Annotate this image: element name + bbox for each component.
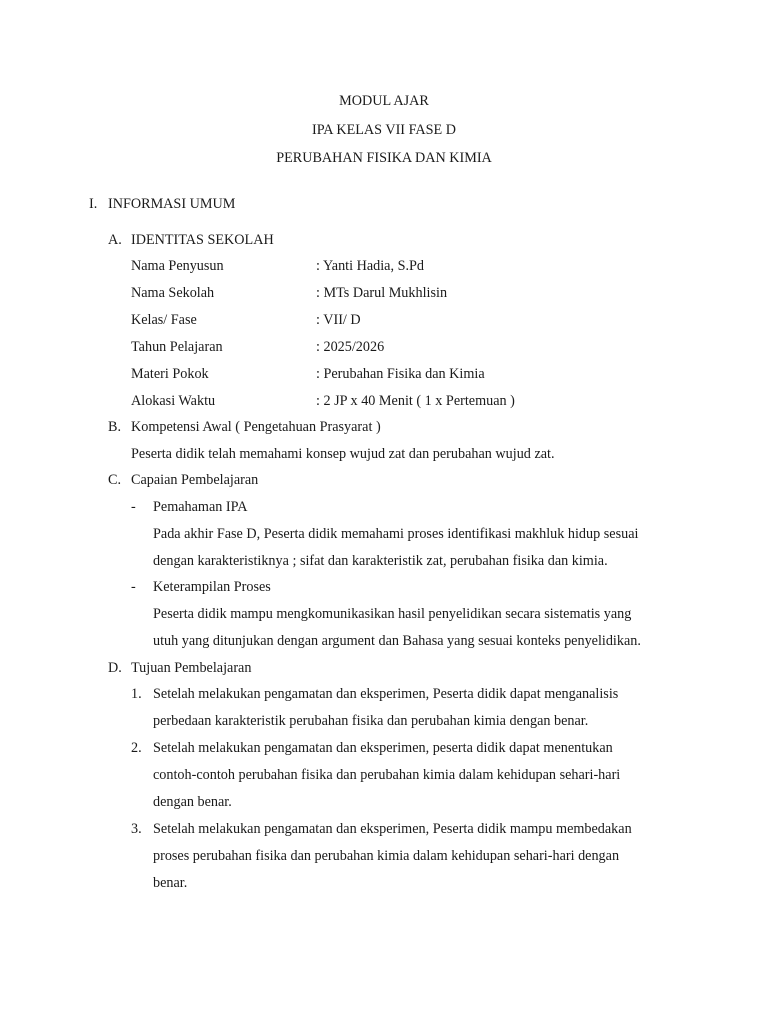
paragraph-line: contoh-contoh perubahan fisika dan perubahan kimia dalam kehidupan sehari-hari — [153, 767, 621, 783]
subsection-heading: Capaian Pembelajaran — [131, 472, 259, 488]
paragraph-line: dengan karakteristiknya ; sifat dan karakteristik zat, perubahan fisika dan kimia. — [153, 553, 608, 569]
paragraph-line: Setelah melakukan pengamatan dan eksperimen, peserta didik dapat menentukan — [153, 740, 613, 756]
paragraph-line: Setelah melakukan pengamatan dan eksperimen, Peserta didik dapat menganalisis — [153, 686, 619, 702]
paragraph-line: Peserta didik telah memahami konsep wujud zat dan perubahan wujud zat. — [131, 446, 555, 462]
identity-label: Nama Penyusun — [131, 258, 224, 274]
subsection-letter: B. — [108, 419, 122, 435]
identity-label: Alokasi Waktu — [131, 393, 216, 409]
document-title: MODUL AJAR — [339, 93, 429, 109]
paragraph-line: Setelah melakukan pengamatan dan eksperimen, Peserta didik mampu membedakan — [153, 821, 632, 837]
identity-label: Materi Pokok — [131, 366, 209, 382]
bullet-title: Pemahaman IPA — [153, 499, 248, 515]
list-number: 1. — [131, 686, 142, 702]
identity-value: : VII/ D — [316, 312, 361, 328]
bullet-title: Keterampilan Proses — [153, 579, 271, 595]
paragraph-line: utuh yang ditunjukan dengan argument dan Bahasa yang sesuai konteks penyelidikan. — [153, 633, 641, 649]
bullet-dash: - — [131, 499, 136, 515]
subsection-heading: Kompetensi Awal ( Pengetahuan Prasyarat ) — [131, 419, 381, 435]
identity-value: : Yanti Hadia, S.Pd — [316, 258, 424, 274]
identity-label: Nama Sekolah — [131, 285, 215, 301]
section-number: I. — [89, 196, 98, 212]
subsection-letter: D. — [108, 660, 122, 676]
subsection-heading: IDENTITAS SEKOLAH — [131, 232, 274, 248]
identity-label: Kelas/ Fase — [131, 312, 197, 328]
section-heading: INFORMASI UMUM — [108, 196, 236, 212]
paragraph-line: dengan benar. — [153, 794, 232, 810]
bullet-dash: - — [131, 579, 136, 595]
subsection-letter: A. — [108, 232, 122, 248]
document-topic: PERUBAHAN FISIKA DAN KIMIA — [276, 150, 492, 166]
subsection-heading: Tujuan Pembelajaran — [131, 660, 252, 676]
identity-value: : 2 JP x 40 Menit ( 1 x Pertemuan ) — [316, 393, 515, 409]
identity-value: : 2025/2026 — [316, 339, 385, 355]
paragraph-line: benar. — [153, 875, 188, 891]
paragraph-line: perbedaan karakteristik perubahan fisika dan perubahan kimia dengan benar. — [153, 713, 589, 729]
paragraph-line: proses perubahan fisika dan perubahan kimia dalam kehidupan sehari-hari dengan — [153, 848, 620, 864]
list-number: 2. — [131, 740, 142, 756]
list-number: 3. — [131, 821, 142, 837]
identity-value: : MTs Darul Mukhlisin — [316, 285, 448, 301]
document-subtitle: IPA KELAS VII FASE D — [312, 122, 456, 138]
identity-label: Tahun Pelajaran — [131, 339, 223, 355]
paragraph-line: Peserta didik mampu mengkomunikasikan hasil penyelidikan secara sistematis yang — [153, 606, 632, 622]
subsection-letter: C. — [108, 472, 122, 488]
paragraph-line: Pada akhir Fase D, Peserta didik memahami proses identifikasi makhluk hidup sesuai — [153, 526, 639, 542]
identity-value: : Perubahan Fisika dan Kimia — [316, 366, 485, 382]
